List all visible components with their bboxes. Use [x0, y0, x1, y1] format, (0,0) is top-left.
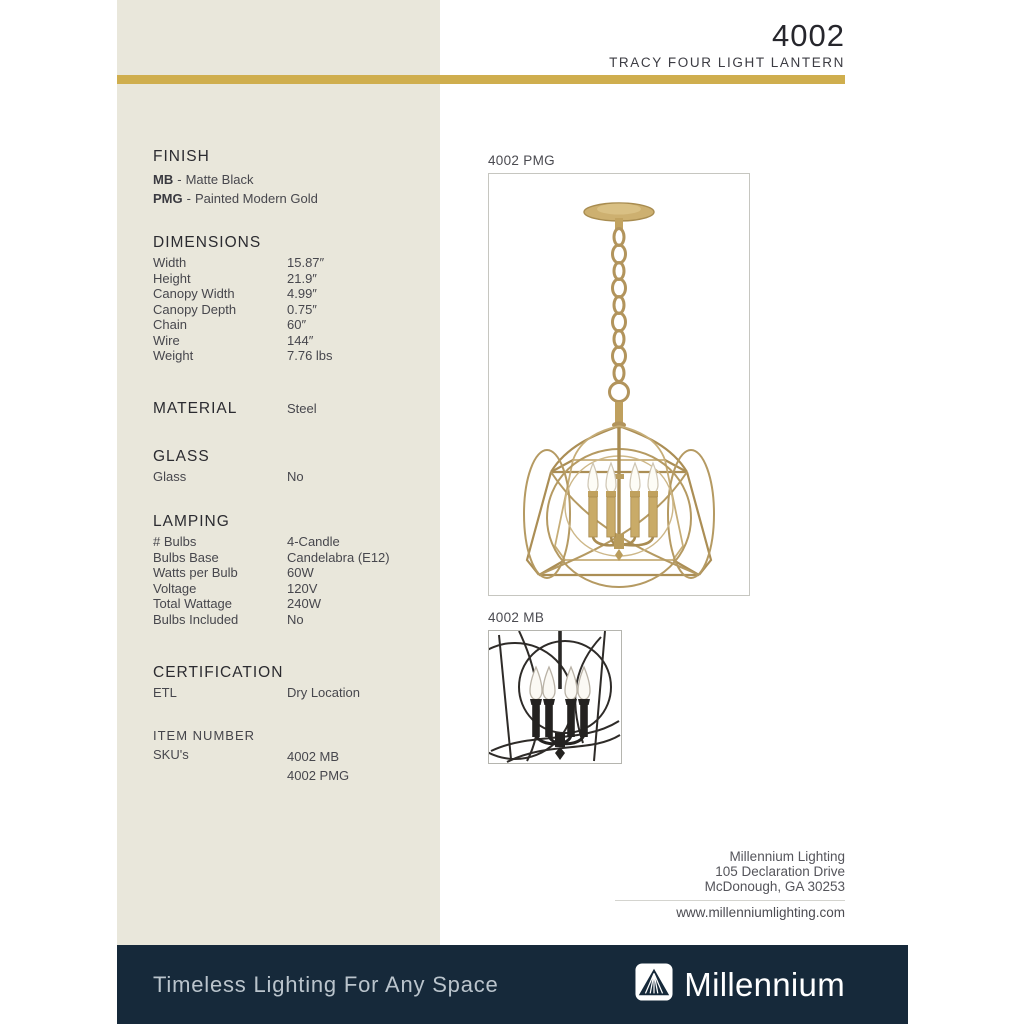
spec-sidebar	[153, 148, 433, 786]
company-city: McDonough, GA 30253	[704, 879, 845, 894]
finish-code: PMG	[153, 190, 183, 206]
spec-row	[153, 255, 433, 271]
spec-row	[153, 685, 433, 701]
certification-heading: CERTIFICATION	[153, 664, 284, 681]
spec-value: Dry Location	[287, 685, 360, 700]
address-divider	[615, 900, 845, 901]
brand-lockup	[635, 963, 845, 1006]
spec-value: 15.87″	[287, 255, 325, 270]
spec-value: 60″	[287, 317, 307, 332]
spec-label: Glass	[153, 468, 187, 484]
finish-heading: FINISH	[153, 148, 210, 165]
spec-row	[153, 550, 433, 566]
spec-row	[153, 333, 433, 349]
section-lamping	[153, 513, 433, 627]
material-heading: MATERIAL	[153, 399, 238, 417]
lamping-heading: LAMPING	[153, 513, 230, 530]
brand-name: Millennium	[684, 965, 845, 1003]
company-website-link[interactable]: www.millenniumlighting.com	[676, 904, 845, 920]
mb-image-label: 4002 MB	[488, 610, 545, 625]
finish-name: Matte Black	[185, 172, 254, 187]
spec-row	[153, 612, 433, 628]
pmg-product-image	[488, 173, 750, 596]
section-glass	[153, 448, 433, 485]
pmg-image-label: 4002 PMG	[488, 153, 555, 168]
company-street: 105 Declaration Drive	[715, 864, 845, 879]
finish-item	[153, 171, 433, 190]
spec-value: 240W	[287, 596, 321, 611]
finish-item	[153, 190, 433, 209]
material-value: Steel	[287, 400, 317, 416]
spec-label: Canopy Depth	[153, 301, 237, 317]
finish-code: MB	[153, 172, 174, 187]
footer-tagline: Timeless Lighting For Any Space	[153, 971, 499, 997]
spec-label: Height	[153, 270, 191, 286]
spec-label: Total Wattage	[153, 596, 233, 611]
spec-value: No	[287, 611, 304, 627]
product-number: 4002	[772, 18, 845, 53]
dimensions-heading: DIMENSIONS	[153, 234, 262, 251]
finish-separator: -	[186, 190, 191, 206]
spec-label: Canopy Width	[153, 286, 235, 301]
mb-lantern-illustration	[489, 631, 621, 763]
section-material	[153, 400, 433, 418]
section-finish	[153, 148, 433, 208]
gold-divider-rule	[117, 75, 845, 84]
spec-row	[153, 534, 433, 550]
sku-label: SKU's	[153, 746, 189, 762]
section-item-number	[153, 728, 433, 786]
pmg-lantern-illustration	[489, 174, 749, 595]
spec-label: Wire	[153, 332, 180, 348]
spec-label: Bulbs Included	[153, 611, 239, 627]
spec-label: Watts per Bulb	[153, 565, 238, 580]
footer-bar	[117, 945, 908, 1024]
spec-row	[153, 469, 433, 485]
spec-value: 4-Candle	[287, 534, 340, 549]
spec-value: 21.9″	[287, 270, 317, 286]
spec-label: Bulbs Base	[153, 549, 219, 565]
company-address-block	[615, 850, 845, 921]
spec-row	[153, 317, 433, 333]
section-dimensions	[153, 234, 433, 364]
spec-value: 60W	[287, 565, 314, 580]
spec-value: 144″	[287, 332, 314, 348]
spec-value: 4.99″	[287, 286, 317, 301]
spec-label: Voltage	[153, 580, 197, 596]
spec-row	[153, 565, 433, 581]
spec-label: # Bulbs	[153, 534, 197, 549]
spec-label: Width	[153, 255, 187, 270]
spec-value: 0.75″	[287, 301, 317, 317]
section-certification	[153, 664, 433, 701]
page-header	[609, 20, 845, 70]
spec-row	[153, 596, 433, 612]
company-name: Millennium Lighting	[729, 849, 845, 864]
sku-value: 4002 MB	[287, 748, 340, 764]
millennium-logo-icon	[635, 963, 673, 1006]
spec-row	[153, 271, 433, 287]
finish-separator: -	[177, 172, 182, 187]
spec-value: Candelabra (E12)	[287, 549, 390, 565]
spec-value: 120V	[287, 580, 318, 596]
spec-value: No	[287, 468, 304, 484]
spec-value: 7.76 lbs	[287, 348, 333, 363]
product-name: TRACY FOUR LIGHT LANTERN	[609, 55, 845, 70]
glass-heading: GLASS	[153, 447, 210, 465]
spec-label: Weight	[153, 348, 194, 363]
spec-label: Chain	[153, 317, 187, 332]
mb-product-image	[488, 630, 622, 764]
item-number-heading: ITEM NUMBER	[153, 727, 255, 743]
sku-value: 4002 PMG	[287, 768, 350, 783]
spec-row	[153, 581, 433, 597]
sku-row	[153, 747, 433, 786]
finish-name: Painted Modern Gold	[194, 190, 318, 206]
spec-row	[153, 286, 433, 302]
spec-row	[153, 302, 433, 318]
spec-row	[153, 348, 433, 364]
spec-label: ETL	[153, 685, 177, 700]
product-image-column	[488, 152, 750, 764]
